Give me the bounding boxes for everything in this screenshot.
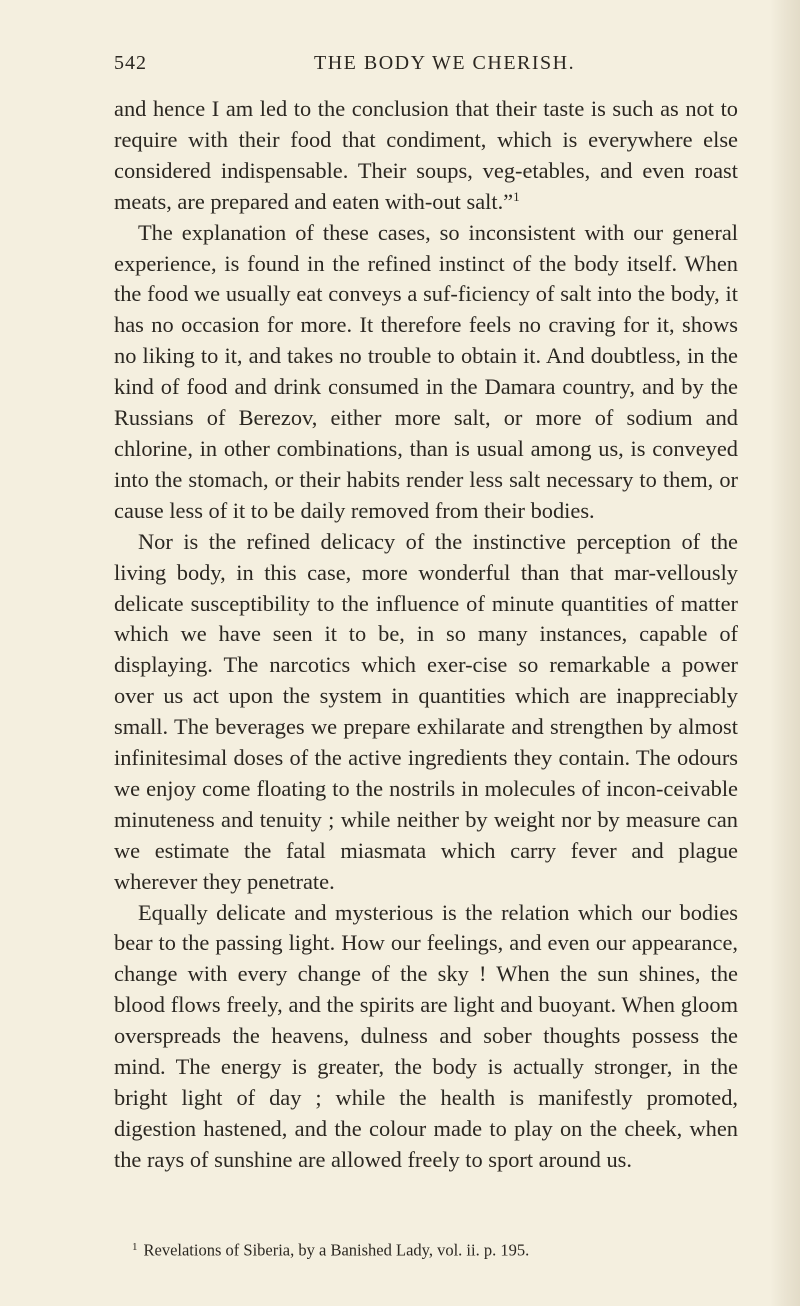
footnote-reference: 1 [513,188,520,204]
page-header [114,52,724,82]
page-number: 542 [114,52,147,74]
paragraph-3: Nor is the refined delicacy of the instinctive perception of the living body, in this case, more wonderful than that mar-vellously delicate susceptibility to the influence of minute quantities of matter which we have seen it to be, in so many instances, capable of displaying. The narcotics which exer-cise so remarkable a power over us act upon the system in quantities which are inappreciably small. The beverages we prepare exhilarate and strengthen by almost infinitesimal doses of the active ingredients they contain. The odours we enjoy come floating to the nostrils in molecules of incon-ceivable minuteness and tenuity ; while neither by weight nor by measure can we estimate the fatal miasmata which carry fever and plague wherever they penetrate. [114,528,738,894]
footnote-mark: 1 [132,1241,138,1253]
footnote [132,1236,738,1262]
body-text [114,94,738,1176]
paragraph-4: Equally delicate and mysterious is the relation which our bodies bear to the passing light. How our feelings, and even our appearance, change with every change of the sky ! When the sun shines, the blood flows freely, and the spirits are light and buoyant. When gloom overspreads the heavens, dulness and sober thoughts possess the mind. The energy is greater, the body is actually stronger, in the bright light of day ; while the health is manifestly promoted, digestion hastened, and the colour made to play on the cheek, when the rays of sunshine are allowed freely to sport around us. [114,899,738,1172]
footnote-text: Revelations of Siberia, by a Banished Lady, vol. ii. p. 195. [143,1240,530,1260]
paragraph-2: The explanation of these cases, so inconsistent with our general experience, is found in the refined instinct of the body itself. When the food we usually eat conveys a suf-ficiency of salt into the body, it has no occasion for more. It therefore feels no craving for it, shows no liking to it, and takes no trouble to obtain it. And doubtless, in the kind of food and drink consumed in the Damara country, and by the Russians of Berezov, either more salt, or more of sodium and chlorine, in other combinations, than is usual among us, is conveyed into the stomach, or their habits render less salt necessary to them, or cause less of it to be daily removed from their bodies. [114,219,738,523]
paragraph-1-text: and hence I am led to the conclusion that their taste is such as not to require with their food that condiment, which is everywhere else considered indispensable. Their soups, veg-etables, and even roast meats, are prepared and eaten with-out salt.” [114,96,738,214]
paragraph-1 [114,94,738,218]
running-title: THE BODY WE CHERISH. [314,52,576,74]
